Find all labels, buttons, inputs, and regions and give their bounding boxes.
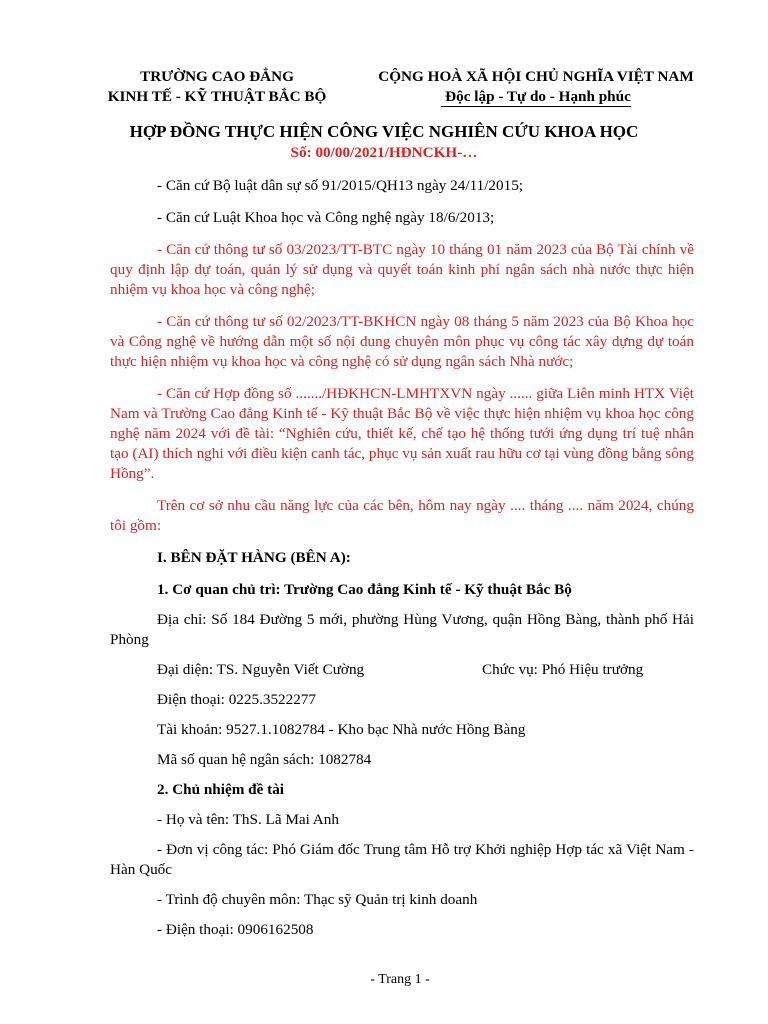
basis-contract: - Căn cứ Hợp đồng số ......./HĐKHCN-LMHTXVN ngày ...... giữa Liên minh HTX Việt Nam và Trường Cao đẳng Kinh tế - Kỹ thuật Bắc Bộ về việc thực hiện nhiệm vụ khoa học công nghệ năm 2024 với đề tài: “Nghiên cứu, thiết kế, chế tạo hệ thống tưới ứng dụng trí tuệ nhân tạo (AI) thích nghi với điều kiện canh tác, phục vụ sản xuất rau hữu cơ tại vùng đồng bằng sông Hồng”. xyxy=(110,385,694,482)
budget-code-line: Mã số quan hệ ngân sách: 1082784 xyxy=(157,751,372,768)
basis-circular-bkhcn: - Căn cứ thông tư số 02/2023/TT-BKHCN ngày 08 tháng 5 năm 2023 của Bộ Khoa học và Công nghệ về hướng dẫn một số nội dung chuyên môn phục vụ công tác xây dựng dự toán thực hiện nhiệm vụ khoa học và công nghệ có sử dụng ngân sách Nhà nước; xyxy=(110,313,694,370)
lead-phone-line: - Điện thoại: 0906162508 xyxy=(157,921,314,938)
representative: Đại diện: TS. Nguyễn Viết Cường xyxy=(157,661,365,678)
school-name-block xyxy=(82,67,352,107)
document-header xyxy=(0,67,768,109)
lead-unit-line: - Đơn vị công tác: Phó Giám đốc Trung tâm Hỗ trợ Khởi nghiệp Hợp tác xã Việt Nam - Hàn Quốc xyxy=(110,841,694,878)
project-lead-heading: 2. Chủ nhiệm đề tài xyxy=(157,781,285,798)
national-motto-block xyxy=(356,67,716,107)
page-number: - Trang 1 - xyxy=(370,972,430,987)
intro-paragraph: Trên cơ sở nhu cầu năng lực của các bên, hôm nay ngày .... tháng .... năm 2024, chúng tôi gồm: xyxy=(110,497,694,534)
school-name-line2: KINH TẾ - KỸ THUẬT BẮC BỘ xyxy=(107,88,327,105)
contract-number: Số: 00/00/2021/HĐNCKH-… xyxy=(290,144,478,161)
motto: Độc lập - Tự do - Hạnh phúc xyxy=(441,88,631,107)
lead-qualification-line: - Trình độ chuyên môn: Thạc sỹ Quản trị kinh doanh xyxy=(157,891,478,908)
representative-row xyxy=(110,660,694,680)
host-organization-heading: 1. Cơ quan chủ trì: Trường Cao đẳng Kinh tế - Kỹ thuật Bắc Bộ xyxy=(157,581,572,598)
contract-title: HỢP ĐỒNG THỰC HIỆN CÔNG VIỆC NGHIÊN CỨU KHOA HỌC xyxy=(129,122,639,141)
document-body xyxy=(110,176,694,940)
basis-circular-btc: - Căn cứ thông tư số 03/2023/TT-BTC ngày 10 tháng 01 năm 2023 của Bộ Tài chính về quy định lập dự toán, quản lý sử dụng và quyết toán kinh phí ngân sách nhà nước thực hiện nhiệm vụ khoa học và công nghệ; xyxy=(110,241,694,298)
position: Chức vụ: Phó Hiệu trưởng xyxy=(482,661,644,678)
country-name: CỘNG HOÀ XÃ HỘI CHỦ NGHĨA VIỆT NAM xyxy=(378,68,694,85)
basis-science-law: - Căn cứ Luật Khoa học và Công nghệ ngày 18/6/2013; xyxy=(157,209,495,226)
party-a-heading: I. BÊN ĐẶT HÀNG (BÊN A): xyxy=(157,549,351,566)
account-line: Tài khoản: 9527.1.1082784 - Kho bạc Nhà nước Hồng Bàng xyxy=(157,721,526,738)
lead-name-line: - Họ và tên: ThS. Lã Mai Anh xyxy=(157,811,339,828)
phone-line: Điện thoại: 0225.3522277 xyxy=(157,691,317,708)
school-name-line1: TRƯỜNG CAO ĐẲNG xyxy=(140,68,294,85)
address-line: Địa chỉ: Số 184 Đường 5 mới, phường Hùng Vương, quận Hồng Bàng, thành phố Hải Phòng xyxy=(110,611,694,648)
basis-civil-code: - Căn cứ Bộ luật dân sự số 91/2015/QH13 ngày 24/11/2015; xyxy=(157,177,524,194)
